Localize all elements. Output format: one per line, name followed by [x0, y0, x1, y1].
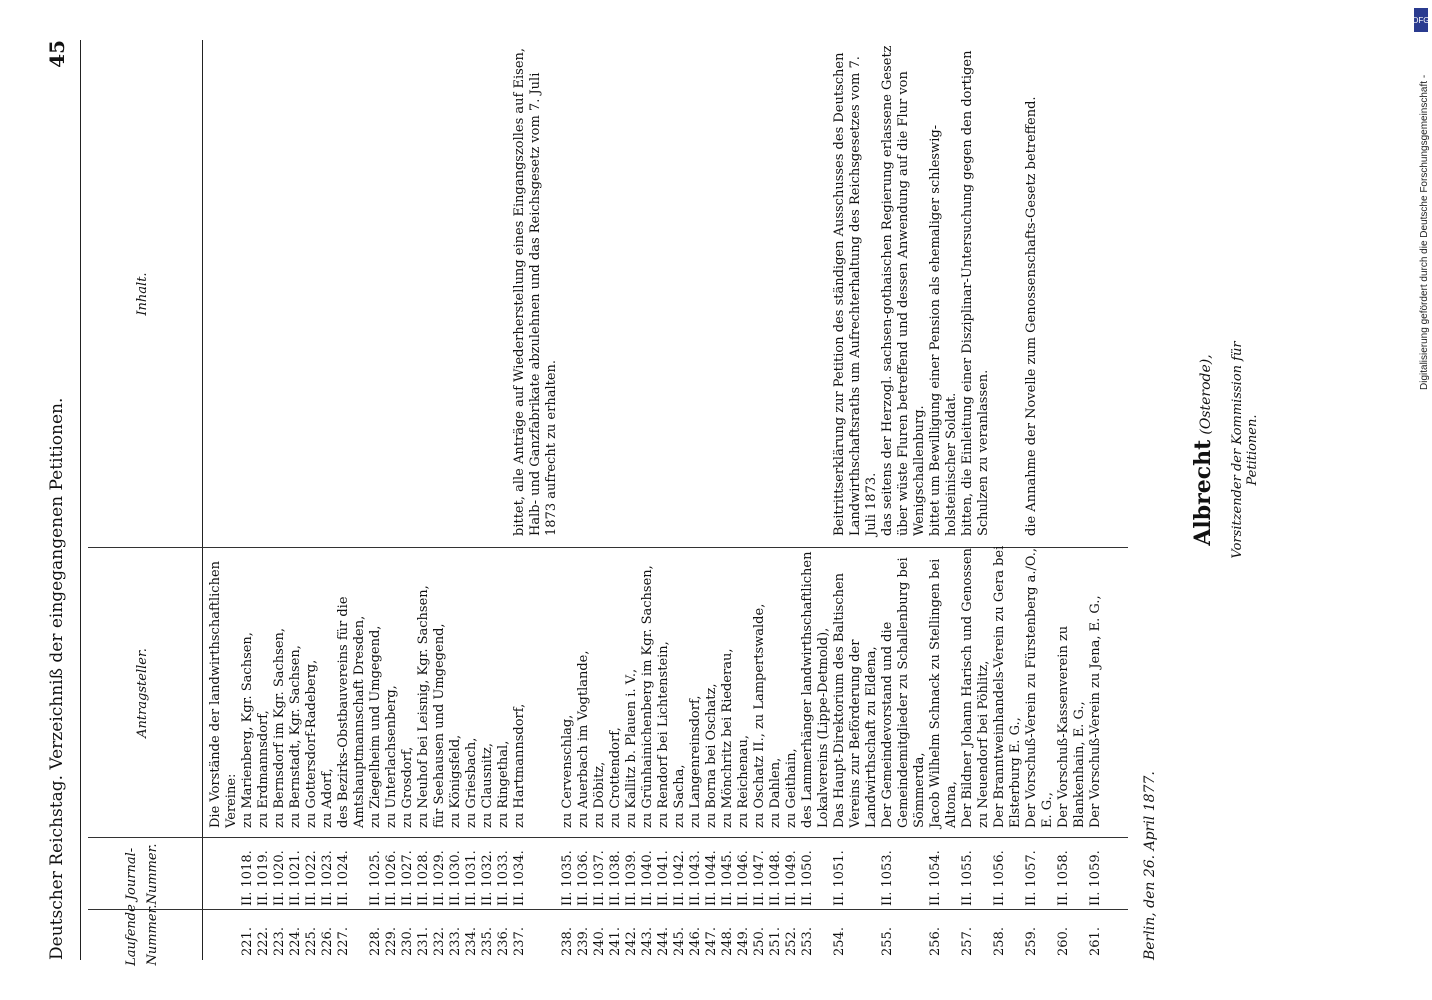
row-inhalt	[368, 40, 384, 544]
row-antragsteller: Der Bildner Johann Harisch und Genossen zu Neuendorf bei Pöhlitz,	[960, 548, 991, 828]
table-row	[416, 40, 432, 960]
table-row	[288, 40, 304, 960]
row-antragsteller: zu Rendorf bei Lichtenstein,	[656, 641, 671, 828]
row-lfd: 236.	[496, 927, 511, 956]
row-lfd: 228.	[368, 927, 383, 956]
row-lfd: 229.	[384, 927, 399, 956]
row-inhalt	[672, 40, 688, 544]
row-antragsteller: Der Vorschuß-Verein zu Jena, E. G.,	[1088, 595, 1103, 828]
row-inhalt	[624, 40, 640, 544]
row-antragsteller: zu Langenreinsdorf,	[688, 695, 703, 828]
table-row	[960, 40, 992, 960]
row-lfd: 241.	[608, 927, 623, 956]
table-row	[512, 40, 560, 960]
page-title: Deutscher Reichstag. Verzeichniß der eingegangenen Petitionen.	[47, 397, 67, 960]
table-row	[1056, 40, 1088, 960]
table-row	[384, 40, 400, 960]
table-row	[1024, 40, 1056, 960]
col-header-journal: Journal-Nummer.	[124, 843, 160, 905]
column-header-rule	[202, 40, 203, 960]
table-row	[768, 40, 784, 960]
table-row	[784, 40, 800, 960]
row-journal: II. 1038.	[608, 850, 623, 906]
row-lfd: 258.	[992, 927, 1007, 956]
row-antragsteller: des Bezirks-Obstbauvereins für die Amtshauptmannschaft Dresden,	[336, 596, 367, 828]
row-antragsteller: Das Haupt-Direktorium des Baltischen Vereins zur Beförderung der Landwirthschaft zu Eldena,	[832, 572, 879, 828]
row-inhalt	[688, 40, 704, 544]
page-header	[40, 40, 74, 960]
row-inhalt	[400, 40, 416, 544]
row-lfd: 226.	[320, 927, 335, 956]
row-antragsteller: zu Unterlachsenberg,	[384, 685, 399, 828]
row-antragsteller: zu Auerbach im Vogtlande,	[576, 650, 591, 828]
row-antragsteller: zu Neuhof bei Leisnig, Kgr. Sachsen,	[416, 585, 431, 828]
row-lfd: 259.	[1024, 927, 1039, 956]
row-journal: II. 1030.	[448, 850, 463, 906]
row-journal: II. 1059.	[1088, 850, 1103, 906]
row-journal: II. 1044.	[704, 850, 719, 906]
row-inhalt	[656, 40, 672, 544]
row-journal: II. 1056.	[992, 850, 1007, 906]
row-inhalt	[240, 40, 256, 544]
row-inhalt: bittet um Bewilligung einer Pension als ehemaliger schleswig-holsteinischer Soldat.	[928, 124, 959, 536]
row-inhalt: bitten, die Einleitung einer Disziplinar-Untersuchung gegen den dortigen Schulzen zu veranlassen.	[960, 50, 991, 536]
row-lfd: 237.	[512, 927, 527, 956]
table-row	[640, 40, 656, 960]
row-journal	[208, 834, 240, 906]
row-journal: II. 1018.	[240, 850, 255, 906]
table-row	[752, 40, 768, 960]
row-inhalt	[608, 40, 624, 544]
row-lfd: 242.	[624, 927, 639, 956]
row-journal: II. 1019.	[256, 850, 271, 906]
row-inhalt	[768, 40, 784, 544]
table-row	[928, 40, 960, 960]
row-journal: II. 1048.	[768, 850, 783, 906]
row-antragsteller: zu Königsfeld,	[448, 734, 463, 828]
table-row	[800, 40, 832, 960]
row-journal: II. 1057.	[1024, 850, 1039, 906]
table-row	[304, 40, 320, 960]
row-journal: II. 1027.	[400, 850, 415, 906]
col-header-inhalt: Inhalt.	[134, 272, 150, 316]
signature-block	[1190, 320, 1260, 580]
row-journal: II. 1029.	[432, 850, 447, 906]
row-antragsteller: zu Griesbach,	[464, 737, 479, 828]
table-row	[320, 40, 336, 960]
row-lfd: 221.	[240, 927, 255, 956]
row-journal: II. 1032.	[480, 850, 495, 906]
row-inhalt	[256, 40, 272, 544]
row-antragsteller: zu Gottersdorf-Radeberg,	[304, 659, 319, 828]
row-inhalt	[720, 40, 736, 544]
row-lfd: 256.	[928, 927, 943, 956]
table-row	[272, 40, 288, 960]
row-lfd: 245.	[672, 927, 687, 956]
row-inhalt: Beitrittserklärung zur Petition des ständigen Ausschusses des Deutschen Landwirthschaftsraths um Aufrechterhaltung des Reichsgesetzes vom 7. Juli 1873.	[832, 52, 879, 536]
row-inhalt	[320, 40, 336, 544]
row-antragsteller: zu Reichenau,	[736, 735, 751, 828]
table-row	[256, 40, 272, 960]
row-inhalt	[1088, 40, 1104, 544]
row-inhalt: bittet, alle Anträge auf Wiederherstellung eines Eingangszolles auf Eisen, Halb- und Ganzfabrikate abzulehnen und das Reichsgesetz vom 7. Juli 1873 aufrecht zu erhalten.	[512, 47, 559, 536]
row-antragsteller: zu Oschatz II., zu Lampertswalde,	[752, 603, 767, 828]
row-antragsteller: für Seehausen und Umgegend,	[432, 623, 447, 828]
table-row	[736, 40, 752, 960]
row-lfd: 225.	[304, 927, 319, 956]
table-row	[656, 40, 672, 960]
table-row	[592, 40, 608, 960]
row-journal: II. 1043.	[688, 850, 703, 906]
row-lfd: 223.	[272, 927, 287, 956]
table-row	[560, 40, 576, 960]
row-antragsteller: Jacob Wilhelm Schnack zu Stellingen bei Altona,	[928, 558, 959, 828]
row-lfd: 253.	[800, 927, 815, 956]
row-inhalt: die Annahme der Novelle zum Genossenschafts-Gesetz betreffend.	[1024, 96, 1039, 536]
row-lfd: 255.	[880, 927, 895, 956]
row-journal: II. 1035.	[560, 850, 575, 906]
header-rule	[80, 40, 81, 960]
row-journal: II. 1049.	[784, 850, 799, 906]
row-inhalt	[752, 40, 768, 544]
row-journal: II. 1050.	[800, 850, 815, 906]
row-inhalt	[784, 40, 800, 544]
row-antragsteller: zu Kallitz b. Plauen i. V.,	[624, 668, 639, 828]
dfg-watermark-text: Digitalisierung gefördert durch die Deutsche Forschungsgemeinschaft -	[1419, 74, 1430, 390]
row-journal: II. 1046.	[736, 850, 751, 906]
row-lfd: 222.	[256, 927, 271, 956]
row-inhalt	[272, 40, 288, 544]
row-journal: II. 1045.	[720, 850, 735, 906]
table-row	[688, 40, 704, 960]
row-lfd: 238.	[560, 927, 575, 956]
table-row	[240, 40, 256, 960]
row-lfd: 244.	[656, 927, 671, 956]
row-journal: II. 1021.	[288, 850, 303, 906]
row-antragsteller: zu Clausnitz,	[480, 743, 495, 828]
row-antragsteller: zu Hartmannsdorf,	[512, 703, 527, 828]
row-lfd: 234.	[464, 927, 479, 956]
table-row	[400, 40, 416, 960]
row-inhalt: das seitens der Herzogl. sachsen-gothaischen Regierung erlassene Gesetz über wüste Fluren betreffend und dessen Anwendung auf die Flur von Wenigschallenburg.	[880, 45, 927, 536]
row-lfd: 232.	[432, 927, 447, 956]
row-antragsteller: zu Bernstadt, Kgr. Sachsen,	[288, 645, 303, 828]
row-lfd: 249.	[736, 927, 751, 956]
row-antragsteller: zu Borna bei Oschatz,	[704, 683, 719, 828]
row-antragsteller: zu Crottendorf,	[608, 727, 623, 828]
row-antragsteller: Der Vorschuß-Verein zu Fürstenberg a./O., E. G.,	[1024, 547, 1055, 828]
row-inhalt	[800, 40, 832, 544]
row-journal: II. 1033.	[496, 850, 511, 906]
table-row	[480, 40, 496, 960]
row-journal: II. 1055.	[960, 850, 975, 906]
table-row	[448, 40, 464, 960]
row-lfd: 233.	[448, 927, 463, 956]
row-antragsteller: des Lammerhänger landwirthschaftlichen Lokalvereins (Lippe-Detmold),	[800, 551, 831, 828]
row-antragsteller: zu Ziegelheim und Umgegend,	[368, 625, 383, 828]
row-lfd: 239.	[576, 927, 591, 956]
row-journal: II. 1025.	[368, 850, 383, 906]
row-antragsteller: Die Vorstände der landwirthschaftlichen Vereine:	[208, 560, 239, 828]
signature-name: Albrecht	[1190, 439, 1216, 546]
table-row	[624, 40, 640, 960]
table-row	[832, 40, 880, 960]
row-antragsteller: zu Bernsdorf im Kgr. Sachsen,	[272, 627, 287, 828]
row-antragsteller: Der Branntweinhandels-Verein zu Gera bei Elsterburg E. G.,	[992, 545, 1023, 828]
row-journal: II. 1028.	[416, 850, 431, 906]
row-inhalt	[592, 40, 608, 544]
signature-role: Vorsitzender der Kommission für Petitionen.	[1230, 341, 1260, 559]
row-journal: II. 1024.	[336, 850, 351, 906]
table-row	[608, 40, 624, 960]
row-inhalt	[576, 40, 592, 544]
row-inhalt	[464, 40, 480, 544]
row-lfd: 240.	[592, 927, 607, 956]
row-antragsteller: zu Sacha,	[672, 764, 687, 828]
row-journal: II. 1037.	[592, 850, 607, 906]
table-row	[368, 40, 384, 960]
row-inhalt	[1056, 40, 1088, 544]
signature-city: (Osterode),	[1198, 354, 1214, 435]
row-antragsteller: zu Grosdorf,	[400, 746, 415, 828]
row-antragsteller: zu Adorf,	[320, 768, 335, 828]
row-antragsteller: zu Cervenschlag,	[560, 714, 575, 828]
row-antragsteller: Der Gemeindevorstand und die Gemeindemitglieder zu Schallenburg bei Sömmerda,	[880, 557, 927, 828]
row-journal: II. 1058.	[1056, 850, 1071, 906]
row-journal: II. 1047.	[752, 850, 767, 906]
row-inhalt	[416, 40, 432, 544]
table-row	[880, 40, 928, 960]
row-lfd: 252.	[784, 927, 799, 956]
row-journal: II. 1023.	[320, 850, 335, 906]
row-journal: II. 1039.	[624, 850, 639, 906]
table-row	[336, 40, 368, 960]
row-lfd: 227.	[336, 927, 351, 956]
col-header-lfd: Laufende Nummer.	[124, 904, 160, 966]
row-lfd: 246.	[688, 927, 703, 956]
row-lfd: 231.	[416, 927, 431, 956]
row-inhalt	[208, 40, 240, 544]
table-row	[464, 40, 480, 960]
row-antragsteller: zu Mönchritz bei Riederau,	[720, 648, 735, 828]
row-lfd: 230.	[400, 927, 415, 956]
row-antragsteller: Der Vorschuß-Kassenverein zu Blankenhain, E. G.,	[1056, 625, 1087, 828]
table-row	[672, 40, 688, 960]
row-lfd: 248.	[720, 927, 735, 956]
table-row	[208, 40, 240, 960]
row-lfd: 235.	[480, 927, 495, 956]
row-lfd: 247.	[704, 927, 719, 956]
row-inhalt	[704, 40, 720, 544]
row-inhalt	[432, 40, 448, 544]
row-antragsteller: zu Grünhainichenberg im Kgr. Sachsen,	[640, 565, 655, 828]
table-row	[496, 40, 512, 960]
row-journal: II. 1034.	[512, 850, 527, 906]
row-antragsteller: zu Ringethal,	[496, 740, 511, 828]
row-inhalt	[640, 40, 656, 544]
row-lfd: 250.	[752, 927, 767, 956]
row-journal: II. 1053.	[880, 850, 895, 906]
row-lfd: 257.	[960, 927, 975, 956]
row-journal: II. 1022.	[304, 850, 319, 906]
row-inhalt	[288, 40, 304, 544]
row-journal: II. 1036.	[576, 850, 591, 906]
row-lfd: 224.	[288, 927, 303, 956]
row-antragsteller: zu Marienberg, Kgr. Sachsen,	[240, 632, 255, 828]
row-journal: II. 1020.	[272, 850, 287, 906]
table-row	[432, 40, 448, 960]
row-inhalt	[496, 40, 512, 544]
table-row	[720, 40, 736, 960]
col-header-antragsteller: Antragsteller.	[134, 648, 150, 738]
row-journal: II. 1031.	[464, 850, 479, 906]
row-lfd: 243.	[640, 927, 655, 956]
row-inhalt	[560, 40, 576, 544]
page-number: 45	[45, 40, 69, 68]
petition-table	[208, 40, 1104, 960]
table-row	[992, 40, 1024, 960]
row-journal: II. 1040.	[640, 850, 655, 906]
row-journal: II. 1042.	[672, 850, 687, 906]
row-journal: II. 1041.	[656, 850, 671, 906]
table-row	[1088, 40, 1104, 960]
row-journal: II. 1051.	[832, 850, 847, 906]
footer-date: Berlin, den 26. April 1877.	[1142, 771, 1158, 960]
row-antragsteller: zu Dahlen,	[768, 757, 783, 828]
row-inhalt	[736, 40, 752, 544]
row-inhalt	[480, 40, 496, 544]
row-inhalt	[304, 40, 320, 544]
row-antragsteller: zu Döbitz,	[592, 761, 607, 828]
row-inhalt	[448, 40, 464, 544]
row-antragsteller: zu Geithain,	[784, 748, 799, 828]
row-lfd	[208, 906, 240, 960]
row-lfd: 254.	[832, 927, 847, 956]
row-lfd: 261.	[1088, 927, 1103, 956]
table-row	[576, 40, 592, 960]
row-inhalt	[384, 40, 400, 544]
row-journal: II. 1026.	[384, 850, 399, 906]
row-inhalt	[992, 40, 1024, 544]
dfg-logo: DFG	[1414, 8, 1428, 32]
row-antragsteller: zu Erdmannsdorf,	[256, 710, 271, 828]
table-row	[704, 40, 720, 960]
row-lfd: 251.	[768, 927, 783, 956]
row-journal: II. 1054.	[928, 850, 943, 906]
row-lfd: 260.	[1056, 927, 1071, 956]
row-inhalt	[336, 40, 368, 544]
